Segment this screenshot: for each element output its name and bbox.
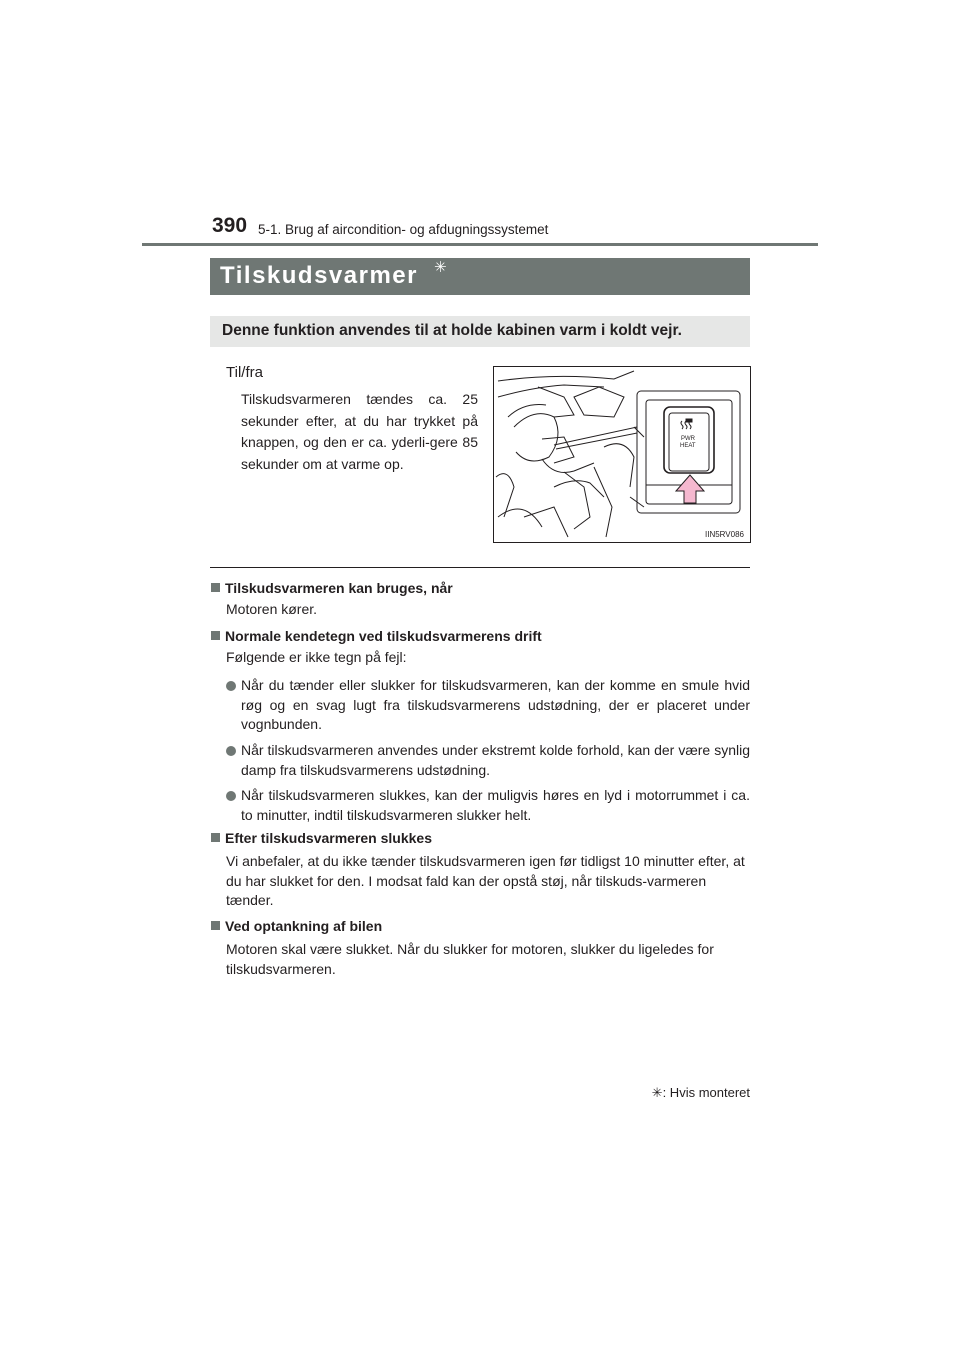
bullet-dot-icon <box>226 681 236 691</box>
section-body-after-off: Vi anbefaler, at du ikke tænder tilskudsvarmeren igen før tidligst 10 minutter efter, at du har slukket for den. I modsat fald kan der opstå støj, når tilskuds-varmeren tænder. <box>226 853 745 908</box>
header-rule <box>142 243 818 246</box>
square-bullet-icon <box>211 631 220 640</box>
section-title: Tilskudsvarmer <box>220 262 418 289</box>
bullet-dot-icon <box>226 791 236 801</box>
section-body-normal-signs: Følgende er ikke tegn på fejl: <box>226 649 407 665</box>
bullet-dot-icon <box>226 746 236 756</box>
button-label-pwr: PWR <box>681 436 695 442</box>
onoff-description: Tilskudsvarmeren tændes ca. 25 sekunder efter, at du har trykket på knappen, og den er ca. yderli-gere 85 sekunder om at varme op. <box>241 391 478 472</box>
running-head: 5-1. Brug af aircondition- og afdugningssystemet <box>258 222 549 237</box>
figure-code: IIN5RV086 <box>705 530 744 539</box>
section-heading-normal-signs: Normale kendetegn ved tilskudsvarmerens drift <box>211 628 542 644</box>
onoff-heading: Til/fra <box>226 364 263 381</box>
square-bullet-icon <box>211 583 220 592</box>
section-title-bar <box>210 258 750 295</box>
square-bullet-icon <box>211 921 220 930</box>
list-item: Når tilskudsvarmeren slukkes, kan der muligvis høres en lyd i motorrummet i ca. to minutter, indtil tilskudsvarmeren slukker helt. <box>226 786 750 825</box>
press-arrow-icon <box>676 475 704 503</box>
section-body-usable: Motoren kører. <box>226 601 318 617</box>
intro-text: Denne funktion anvendes til at holde kabinen varm i koldt vejr. <box>222 322 682 339</box>
square-bullet-icon <box>211 833 220 842</box>
section-rule <box>210 567 750 568</box>
button-label-heat: HEAT <box>680 443 696 449</box>
footnote: ✳: Hvis monteret <box>651 1085 750 1100</box>
intro-box <box>210 316 750 347</box>
section-heading-after-off: Efter tilskudsvarmeren slukkes <box>211 830 432 846</box>
section-body-refuel: Motoren skal være slukket. Når du slukker for motoren, slukker du ligeledes for tilskudsvarmeren. <box>226 941 714 977</box>
section-heading-refuel: Ved optankning af bilen <box>211 918 382 934</box>
list-item: Når du tænder eller slukker for tilskudsvarmeren, kan der komme en smule hvid røg og en svag lugt fra tilskudsvarmerens udstødning, der er placeret under vognbunden. <box>226 676 750 735</box>
section-heading-usable: Tilskudsvarmeren kan bruges, når <box>211 580 453 596</box>
page-number: 390 <box>212 214 248 237</box>
dashboard-figure <box>493 366 751 543</box>
list-item: Når tilskudsvarmeren anvendes under ekstremt kolde forhold, kan der være synlig damp fra tilskudsvarmerens udstødning. <box>226 741 750 780</box>
optional-equipment-mark: ✳ <box>434 259 447 276</box>
